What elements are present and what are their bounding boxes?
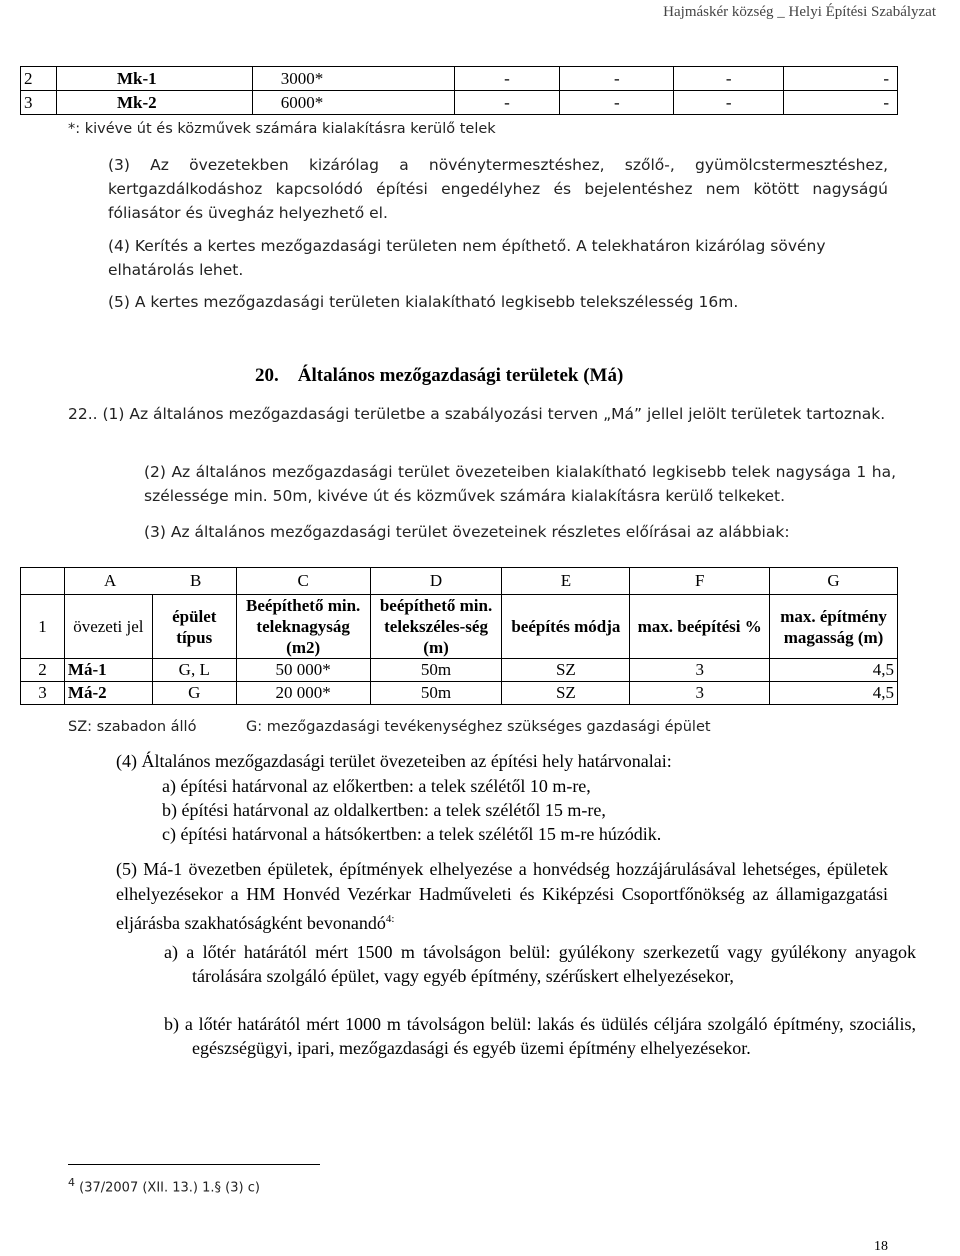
zone-table-ma — [20, 567, 898, 705]
page-header: Hajmáskér község _ Helyi Építési Szabályzat — [663, 4, 936, 20]
paragraph-5: (5) A kertes mezőgazdasági területen kialakítható legkisebb telekszélesség 16m. — [108, 293, 739, 311]
paragraph-22-2: (2) Az általános mezőgazdasági terület övezeteiben kialakítható legkisebb telek nagysága 1 ha, szélessége min. 50m, kivéve út és közművek számára kialakításra kerülő telkeket. — [144, 463, 896, 505]
section-title: 20. Általános mezőgazdasági területek (Má) — [255, 365, 624, 386]
table-note: *: kivéve út és közművek számára kialakításra kerülő telek — [68, 121, 496, 137]
legend-sz: SZ: szabadon álló — [68, 719, 197, 735]
list-item: b) építési határvonal az oldalkertben: a telek szélétől 15 m-re, — [162, 800, 606, 820]
paragraph-22-3: (3) Az általános mezőgazdasági terület övezeteinek részletes előírásai az alábbiak: — [144, 523, 790, 541]
zone-table-top — [20, 66, 898, 115]
footnote-separator — [68, 1164, 320, 1165]
col-letter-a: A — [104, 571, 117, 590]
paragraph-5-ma: (5) Má-1 övezetben épületek, építmények elhelyezése a honvédség hozzájárulásával lehetséges, épületek elhelyezésekor a HM Honvéd Vezérkar Hadműveleti és Kiképzési Csoportfőnökség az államigazgatási eljárásba szakhatóságként bevonandó$^{4:}$ — [116, 859, 888, 933]
footnote: $^4$ (37/2007 (XII. 13.) 1.§ (3) c) — [68, 1176, 260, 1196]
paragraph-3: (3) Az övezetekben kizárólag a növénytermesztéshez, szőlő-, gyümölcstermesztéshez, kertgazdálkodáshoz kapcsolódó építési engedélyhez és bejelentéshez nem kötött nagyságú fóliasátor és üvegház helyezhető el. — [108, 156, 888, 222]
legend-g: G: mezőgazdasági tevékenységhez szükséges gazdasági épület — [246, 719, 711, 735]
paragraph-22-1: 22.. (1) Az általános mezőgazdasági területbe a szabályozási terven „Má” jellel jelölt területek tartoznak. — [68, 405, 886, 423]
table-row: 3 Mk-2 6000* - - - - — [21, 91, 898, 115]
table-row: C D E F G — [21, 568, 898, 595]
table-row: 2 Má-1 G, L 50 000* 50m SZ 3 4,5 — [21, 659, 898, 682]
table-row: 1 övezeti jel épület típus Beépíthető min. teleknagyság (m2) beépíthető min. telekszéles-ség (m) beépítés módja max. beépítési % max. építmény magasság (m) — [21, 595, 898, 659]
list-item: a) építési határvonal az előkertben: a telek szélétől 10 m-re, — [162, 776, 591, 796]
paragraph-4-intro: (4) Általános mezőgazdasági terület övezeteiben az építési hely határvonalai: — [116, 751, 672, 771]
list-item: c) építési határvonal a hátsókertben: a telek szélétől 15 m-re húzódik. — [162, 824, 662, 844]
list-item: b) a lőtér határától mért 1000 m távolságon belül: lakás és üdülés céljára szolgáló építmény, szociális, egészségügyi, ipari, mezőgazdasági és egyéb üzemi építmény elhelyezésekor. — [164, 1014, 916, 1058]
table-row: 2 Mk-1 3000* - - - - — [21, 67, 898, 91]
paragraph-4: (4) Kerítés a kertes mezőgazdasági területen nem építhető. A telekhatáron kizárólag sövény elhatárolás lehet. — [108, 237, 826, 279]
table-row: 3 Má-2 G 20 000* 50m SZ 3 4,5 — [21, 682, 898, 705]
col-letter-b: B — [190, 571, 202, 590]
page-number: 18 — [874, 1239, 888, 1254]
list-item: a) a lőtér határától mért 1500 m távolságon belül: gyúlékony szerkezetű vagy gyúlékony anyagok tárolására szolgáló épület, vagy egyéb építmény, szérűskert elhelyezésekor, — [164, 942, 916, 986]
